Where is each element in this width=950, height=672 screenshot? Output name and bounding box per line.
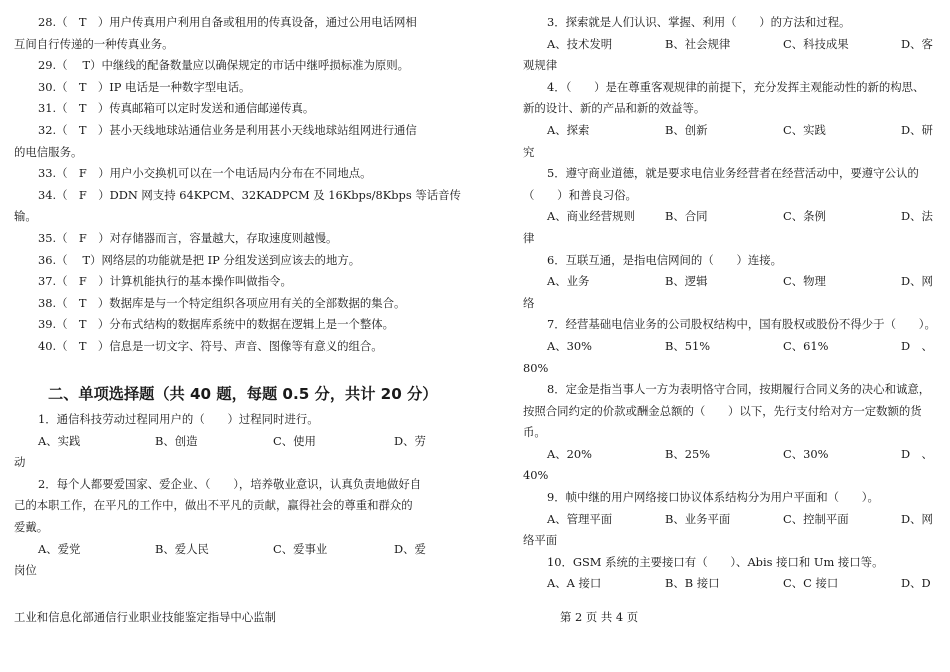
judgement-35: 35.（ F ）对存储器而言，容量越大，存取速度则越慢。 (38, 230, 338, 245)
question-9-options (523, 509, 941, 531)
option-b: B、B 接口 (665, 576, 720, 591)
judgement-33: 33.（ F ）用户小交换机可以在一个电话局内分布在不同地点。 (38, 166, 372, 181)
option-c: C、61% (783, 338, 829, 353)
option-a: A、爱党 (38, 541, 81, 556)
question-4-stem-line1: 4．（ ）是在尊重客观规律的前提下，充分发挥主观能动性的新的构思、 (547, 79, 925, 94)
option-a: A、A 接口 (547, 576, 602, 591)
question-4-wrap: 究 (523, 144, 535, 159)
option-a: A、业务 (547, 274, 590, 289)
question-9-stem: 9．帧中继的用户网络接口协议体系结构分为用户平面和（ ）。 (547, 490, 879, 505)
judgement-30: 30.（ T ）IP 电话是一种数字型电话。 (38, 79, 251, 94)
question-9-wrap: 络平面 (523, 533, 558, 548)
option-a: A、商业经营规则 (547, 209, 635, 224)
option-b: B、创造 (155, 433, 198, 448)
option-d: D、客 (901, 36, 933, 51)
option-d: D、劳 (394, 433, 426, 448)
option-a: A、探索 (547, 122, 590, 137)
question-3-stem: 3．探索就是人们认识、掌握、利用（ ）的方法和过程。 (547, 15, 851, 29)
option-c: C、条例 (783, 209, 826, 224)
question-2-stem-line3: 爱戴。 (14, 520, 49, 535)
option-a: A、管理平面 (547, 511, 613, 526)
option-d: D、法 (901, 209, 933, 224)
option-d: D 、 (901, 446, 933, 461)
option-a: A、技术发明 (547, 36, 613, 51)
question-5-wrap: 律 (523, 230, 535, 245)
option-b: B、51% (665, 338, 711, 353)
option-d: D、研 (901, 122, 933, 137)
question-8-wrap: 40% (523, 468, 549, 483)
right-column (523, 12, 941, 595)
question-2-options (14, 539, 434, 561)
judgement-29: 29.（ T）中继线的配备数量应以确保规定的市话中继呼损标准为原则。 (38, 58, 410, 73)
option-c: C、物理 (783, 274, 826, 289)
question-1-options (14, 431, 434, 453)
question-4-stem-line2: 新的设计、新的产品和新的效益等。 (523, 101, 706, 116)
question-8-stem-line2: 按照合同约定的价款或酬金总额的（ ）以下，先行支付给对方一定数额的货 (523, 403, 922, 418)
footer-issuer: 工业和信息化部通信行业职业技能鉴定指导中心监制 (14, 610, 276, 624)
judgement-28-line1: 28.（ T ）用户传真用户利用自备或租用的传真设备，通过公用电话网相 (38, 15, 417, 29)
question-8-options (523, 444, 941, 466)
judgement-39: 39.（ T ）分布式结构的数据库系统中的数据在逻辑上是一个整体。 (38, 317, 395, 332)
question-1-wrap: 动 (14, 455, 26, 470)
question-6-wrap: 络 (523, 295, 535, 310)
judgement-37: 37.（ F ）计算机能执行的基本操作叫做指令。 (38, 274, 292, 289)
question-5-stem-line2: （ ）和善良习俗。 (523, 187, 637, 202)
option-a: A、30% (547, 338, 592, 353)
question-5-options (523, 206, 941, 228)
option-d: D 、 (901, 338, 933, 353)
option-c: C、科技成果 (783, 36, 849, 51)
option-d: D、爱 (394, 541, 426, 556)
question-8-stem-line1: 8．定金是指当事人一方为表明恪守合同，按期履行合同义务的决心和诚意， (547, 382, 931, 397)
judgement-38: 38.（ T ）数据库是与一个特定组织各项应用有关的全部数据的集合。 (38, 295, 406, 310)
judgement-36: 36.（ T）网络层的功能就是把 IP 分组发送到应该去的地方。 (38, 252, 361, 267)
question-3-options (523, 34, 941, 56)
option-b: B、合同 (665, 209, 708, 224)
judgement-31: 31.（ T ）传真邮箱可以定时发送和通信邮递传真。 (38, 101, 315, 116)
question-2-wrap: 岗位 (14, 563, 37, 578)
judgement-34-line1: 34.（ F ）DDN 网支持 64KPCM、32KADPCM 及 16Kbps/8Kbps 等话音传 (38, 187, 461, 202)
question-6-stem: 6．互联互通，是指电信网间的（ ）连接。 (547, 252, 783, 267)
option-c: C、爱事业 (273, 541, 328, 556)
section-title: 二、单项选择题（共 40 题，每题 0.5 分，共计 20 分） (48, 385, 438, 404)
question-10-stem: 10．GSM 系统的主要接口有（ ）、Abis 接口和 Um 接口等。 (547, 554, 884, 569)
left-column (14, 12, 461, 582)
question-10-options (523, 573, 941, 595)
option-b: B、业务平面 (665, 511, 731, 526)
judgement-32-line1: 32.（ T ）甚小天线地球站通信业务是利用甚小天线地球站组网进行通信 (38, 122, 417, 137)
option-b: B、社会规律 (665, 36, 731, 51)
question-3-wrap: 观规律 (523, 58, 558, 73)
judgement-40: 40.（ T ）信息是一切文字、符号、声音、图像等有意义的组合。 (38, 338, 383, 353)
judgement-28-line2: 互间自行传递的一种传真业务。 (14, 36, 174, 51)
judgement-34-line2: 输。 (14, 209, 37, 224)
option-d: D、网 (901, 511, 933, 526)
option-c: C、30% (783, 446, 829, 461)
option-a: A、20% (547, 446, 592, 461)
option-b: B、逻辑 (665, 274, 708, 289)
option-c: C、实践 (783, 122, 826, 137)
option-d: D、D (901, 576, 931, 591)
question-7-wrap: 80% (523, 360, 549, 375)
question-7-stem: 7．经营基础电信业务的公司股权结构中，国有股权或股份不得少于（ ）。 (547, 317, 936, 332)
option-b: B、创新 (665, 122, 708, 137)
judgement-32-line2: 的电信服务。 (14, 144, 83, 159)
question-1-stem: 1．通信科技劳动过程同用户的（ ）过程同时进行。 (38, 412, 319, 427)
option-d: D、网 (901, 274, 933, 289)
question-6-options (523, 271, 941, 293)
question-4-options (523, 120, 941, 142)
option-a: A、实践 (38, 433, 81, 448)
page-number: 第 2 页 共 4 页 (560, 610, 639, 624)
option-b: B、爱人民 (155, 541, 209, 556)
question-5-stem-line1: 5．遵守商业道德，就是要求电信业务经营者在经营活动中，要遵守公认的 (547, 166, 919, 181)
option-b: B、25% (665, 446, 711, 461)
question-7-options (523, 336, 941, 358)
question-2-stem-line2: 己的本职工作，在平凡的工作中，做出不平凡的贡献，赢得社会的尊重和群众的 (14, 498, 413, 513)
option-c: C、C 接口 (783, 576, 839, 591)
question-8-stem-line3: 币。 (523, 425, 546, 440)
option-c: C、使用 (273, 433, 316, 448)
question-2-stem-line1: 2．每个人都要爱国家、爱企业、（ ），培养敬业意识，认真负责地做好自 (38, 476, 422, 491)
option-c: C、控制平面 (783, 511, 849, 526)
